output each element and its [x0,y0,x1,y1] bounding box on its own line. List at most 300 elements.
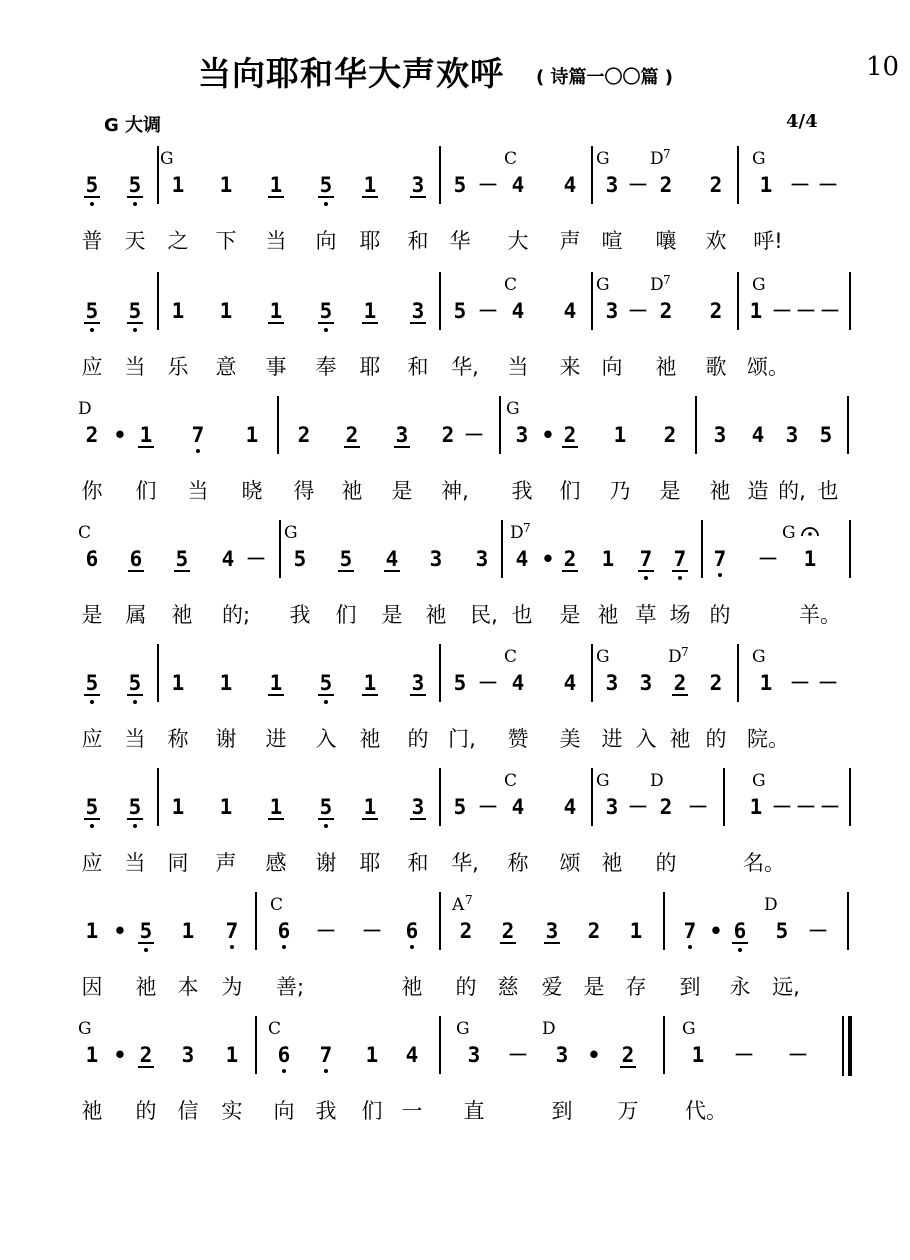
note: － [477,795,499,819]
note: 1 [219,671,233,695]
note: 3 [639,671,653,695]
lyric: 声 [215,851,237,875]
lyric: 到 [679,975,701,999]
low-octave-dot [133,328,137,332]
note: 5 [128,795,142,819]
lyric: 是 [559,603,581,627]
note: － [477,173,499,197]
lyric: 颂 [559,851,581,875]
score-line [82,892,849,999]
note: 3 [605,671,619,695]
lyric: 神, [441,479,469,503]
note: 1 [601,547,615,571]
note: 2 [563,423,577,447]
lyric: 当 [187,479,209,503]
lyric: 称 [167,727,189,751]
note: 1 [365,1043,379,1067]
lyric: 美 [559,727,581,751]
note: • [587,1043,601,1067]
note: 4 [563,173,577,197]
note: • [541,547,555,571]
chord-symbol: G [160,149,174,169]
note: － [819,795,841,819]
lyric: 是 [381,603,403,627]
lyric: 民, [470,603,498,627]
note: 7 [673,547,687,571]
note: 2 [659,795,673,819]
note: 3 [785,423,799,447]
lyric: 华, [451,851,479,875]
low-octave-dot [230,945,234,949]
lyric: 和 [407,851,429,875]
note: 1 [269,299,283,323]
lyric: 一 [401,1099,423,1123]
lyric: 也 [511,603,533,627]
chord-symbol: G [752,149,766,169]
note: 5 [128,173,142,197]
chord-symbol: G [596,771,610,791]
note: 1 [363,795,377,819]
lyric: 得 [293,479,315,503]
chord-symbol: A [452,895,465,915]
note: • [113,919,127,943]
lyric: 喧 [601,229,623,253]
low-octave-dot [282,945,286,949]
note: 1 [171,795,185,819]
lyric: 同 [167,851,189,875]
note: 1 [363,173,377,197]
low-octave-dot [718,573,722,577]
score-line [78,520,850,627]
chord-symbol: C [504,275,518,295]
lyric: 为 [221,975,243,999]
note: 4 [563,299,577,323]
note: 5 [293,547,307,571]
note: － [817,173,839,197]
chord-symbol: G [752,771,766,791]
note: 2 [501,919,515,943]
note: 1 [245,423,259,447]
chord-symbol: G [78,1019,92,1039]
lyric: 实 [221,1099,243,1123]
note: 2 [85,423,99,447]
low-octave-dot [678,576,682,580]
song-title: 当向耶和华大声欢呼 [198,54,504,93]
low-octave-dot [644,576,648,580]
lyric: 是 [391,479,413,503]
lyric: 大 [507,229,529,253]
low-octave-dot [90,700,94,704]
note: 4 [385,547,399,571]
note: 4 [511,299,525,323]
chord-symbol: G [752,275,766,295]
lyric: 耶 [359,355,381,379]
note: 1 [749,795,763,819]
lyric: 也 [817,479,839,503]
low-octave-dot [324,328,328,332]
lyric: 谢 [215,727,237,751]
lyric: 当 [124,851,146,875]
note: 6 [405,919,419,943]
lyric: 奉 [315,355,337,379]
note: 4 [511,671,525,695]
note: － [361,919,383,943]
note: 7 [319,1043,333,1067]
note: 7 [191,423,205,447]
note: 2 [297,423,311,447]
note: － [627,173,649,197]
chord-symbol: D [542,1019,556,1039]
note: 1 [171,173,185,197]
lyric: 祂 [709,479,731,503]
note: 5 [85,173,99,197]
time-signature: 4/4 [786,111,818,132]
note: 1 [171,299,185,323]
note: 5 [453,299,467,323]
note: • [541,423,555,447]
lyric: 远, [772,975,800,999]
lyric: 因 [81,975,103,999]
note: 3 [545,919,559,943]
chord-symbol: G [506,399,520,419]
note: 4 [563,671,577,695]
low-octave-dot [688,945,692,949]
lyric: 祂 [171,603,193,627]
lyric: 祂 [81,1099,103,1123]
note: 1 [759,173,773,197]
lyric: 赞 [507,727,529,751]
note: 7 [225,919,239,943]
low-octave-dot [90,328,94,332]
lyric: 的 [655,851,677,875]
score-line [82,272,851,379]
note: 4 [511,173,525,197]
note: 5 [775,919,789,943]
note: 3 [429,547,443,571]
lyric: 当 [124,355,146,379]
note: 1 [269,671,283,695]
chord-extension: 7 [465,893,473,907]
lyric: 应 [81,851,103,875]
note: 1 [691,1043,705,1067]
lyric: 是 [81,603,103,627]
note: 3 [555,1043,569,1067]
lyric: 当 [265,229,287,253]
note: 3 [395,423,409,447]
note: 5 [85,671,99,695]
note: 6 [277,1043,291,1067]
note: 5 [128,671,142,695]
chord-symbol: C [504,771,518,791]
note: － [733,1043,755,1067]
low-octave-dot [144,948,148,952]
chord-extension: 7 [663,147,671,161]
note: － [771,299,793,323]
lyric: 们 [559,479,581,503]
note: 1 [219,795,233,819]
score-line [78,396,848,503]
note: － [477,299,499,323]
lyric: 和 [407,355,429,379]
note: 5 [319,795,333,819]
note: － [315,919,337,943]
score-line [78,1016,850,1123]
note: － [687,795,709,819]
chord-symbol: C [504,149,518,169]
note: 2 [441,423,455,447]
low-octave-dot [133,700,137,704]
lyric: 呼! [753,229,783,253]
lyric: 存 [625,975,647,999]
note: 3 [411,299,425,323]
low-octave-dot [196,449,200,453]
lyric: 称 [507,851,529,875]
note: 2 [587,919,601,943]
lyric: 的 [705,727,727,751]
lyric: 乐 [167,355,189,379]
lyric: 当 [507,355,529,379]
note: 1 [629,919,643,943]
chord-extension: 7 [681,645,689,659]
note: 4 [511,795,525,819]
note: 1 [181,919,195,943]
chord-symbol: D [510,523,524,543]
note: － [787,1043,809,1067]
low-octave-dot [324,700,328,704]
low-octave-dot [90,202,94,206]
note: 2 [663,423,677,447]
lyric: 欢 [705,229,727,253]
note: 3 [181,1043,195,1067]
song-subtitle: ( 诗篇一〇〇篇 ) [536,67,673,88]
note: 5 [85,299,99,323]
chord-symbol: G [782,523,796,543]
score-line [82,644,839,751]
lyric: 华 [449,229,471,253]
note: 5 [339,547,353,571]
note: 1 [269,173,283,197]
lyric: 向 [315,229,337,253]
note: • [113,423,127,447]
lyric: 祂 [597,603,619,627]
note: 5 [128,299,142,323]
lyric: 普 [81,229,103,253]
chord-symbol: D [650,149,664,169]
lyric: 们 [135,479,157,503]
lyric: 祂 [669,727,691,751]
lyric: 是 [659,479,681,503]
note: • [709,919,723,943]
lyric: 属 [125,603,147,627]
note: 7 [639,547,653,571]
lyric: 代。 [685,1099,727,1123]
note: 5 [175,547,189,571]
lyric: 和 [407,229,429,253]
chord-symbol: D [764,895,778,915]
lyric: 来 [559,355,581,379]
lyric: 名。 [743,851,785,875]
note: 2 [659,299,673,323]
lyric: 之 [167,229,189,253]
note: 3 [411,671,425,695]
lyric: 永 [729,975,751,999]
lyric: 祂 [359,727,381,751]
lyric: 我 [289,603,311,627]
note: 4 [563,795,577,819]
lyric: 万 [617,1099,639,1123]
lyric: 祂 [425,603,447,627]
note: 1 [171,671,185,695]
note: 3 [515,423,529,447]
lyric: 的 [135,1099,157,1123]
note: － [795,795,817,819]
note: 1 [759,671,773,695]
low-octave-dot [324,1069,328,1073]
note: 5 [453,671,467,695]
note: － [771,795,793,819]
low-octave-dot [738,948,742,952]
note: － [795,299,817,323]
note: 1 [225,1043,239,1067]
chord-symbol: G [596,149,610,169]
note: 1 [85,1043,99,1067]
chord-symbol: D [668,647,682,667]
chord-symbol: G [284,523,298,543]
note: 1 [749,299,763,323]
chord-extension: 7 [523,521,531,535]
chord-extension: 7 [663,273,671,287]
note: 3 [713,423,727,447]
lyric: 的 [407,727,429,751]
score-line [82,146,839,253]
lyric: 声 [559,229,581,253]
note: － [477,671,499,695]
note: － [507,1043,529,1067]
note: 4 [405,1043,419,1067]
note: 5 [139,919,153,943]
note: 4 [515,547,529,571]
lyric: 天 [124,229,146,253]
lyric: 应 [81,355,103,379]
note: － [627,299,649,323]
lyric: 入 [635,727,657,751]
note: － [819,299,841,323]
note: 2 [659,173,673,197]
note: 6 [85,547,99,571]
chord-symbol: G [596,647,610,667]
note: 2 [563,547,577,571]
lyric: 颂。 [747,355,789,379]
lyric: 谢 [315,851,337,875]
chord-symbol: G [456,1019,470,1039]
note: 6 [129,547,143,571]
lyric: 向 [601,355,623,379]
low-octave-dot [324,202,328,206]
lyric: 爱 [541,975,563,999]
lyric: 的; [221,603,251,627]
note: 7 [713,547,727,571]
note: 3 [605,795,619,819]
note: 2 [709,671,723,695]
lyric: 草 [635,603,657,627]
lyric: 入 [315,727,337,751]
lyric: 祂 [401,975,423,999]
chord-symbol: C [504,647,518,667]
chord-symbol: G [596,275,610,295]
note: － [789,173,811,197]
note: 5 [319,299,333,323]
low-octave-dot [282,1069,286,1073]
lyric: 感 [265,851,287,875]
note: 6 [733,919,747,943]
lyric: 我 [511,479,533,503]
lyric: 场 [669,603,691,627]
low-octave-dot [133,202,137,206]
lyric: 意 [215,355,237,379]
fermata-dot [808,532,812,536]
note: 7 [683,919,697,943]
note: － [463,423,485,447]
lyric: 们 [361,1099,383,1123]
lyric: 慈 [497,975,519,999]
lyric: 你 [81,479,103,503]
lyric: 事 [265,355,287,379]
note: － [627,795,649,819]
lyric: 的, [778,479,806,503]
low-octave-dot [410,945,414,949]
note: 3 [411,173,425,197]
lyric: 应 [81,727,103,751]
chord-symbol: D [650,275,664,295]
lyric: 当 [124,727,146,751]
lyric: 院。 [747,727,789,751]
lyric: 的 [455,975,477,999]
note: 4 [751,423,765,447]
note: 3 [411,795,425,819]
lyric: 善; [275,975,305,999]
note: 1 [363,299,377,323]
lyric: 向 [273,1099,295,1123]
note: 3 [605,299,619,323]
low-octave-dot [90,824,94,828]
lyric: 祂 [341,479,363,503]
note: 3 [475,547,489,571]
note: 3 [605,173,619,197]
lyric: 进 [265,727,287,751]
lyric: 羊。 [799,603,841,627]
note: 4 [221,547,235,571]
chord-symbol: C [78,523,92,543]
chord-symbol: G [752,647,766,667]
lyric: 我 [315,1099,337,1123]
lyric: 到 [551,1099,573,1123]
note: 1 [219,299,233,323]
note: 1 [269,795,283,819]
note: － [245,547,267,571]
note: 2 [709,173,723,197]
lyric: 嚷 [655,229,677,253]
low-octave-dot [324,824,328,828]
note: － [807,919,829,943]
chord-symbol: D [78,399,92,419]
note: 5 [453,795,467,819]
note: 2 [621,1043,635,1067]
low-octave-dot [133,824,137,828]
note: － [817,671,839,695]
note: 2 [459,919,473,943]
chord-symbol: G [682,1019,696,1039]
note: 1 [363,671,377,695]
